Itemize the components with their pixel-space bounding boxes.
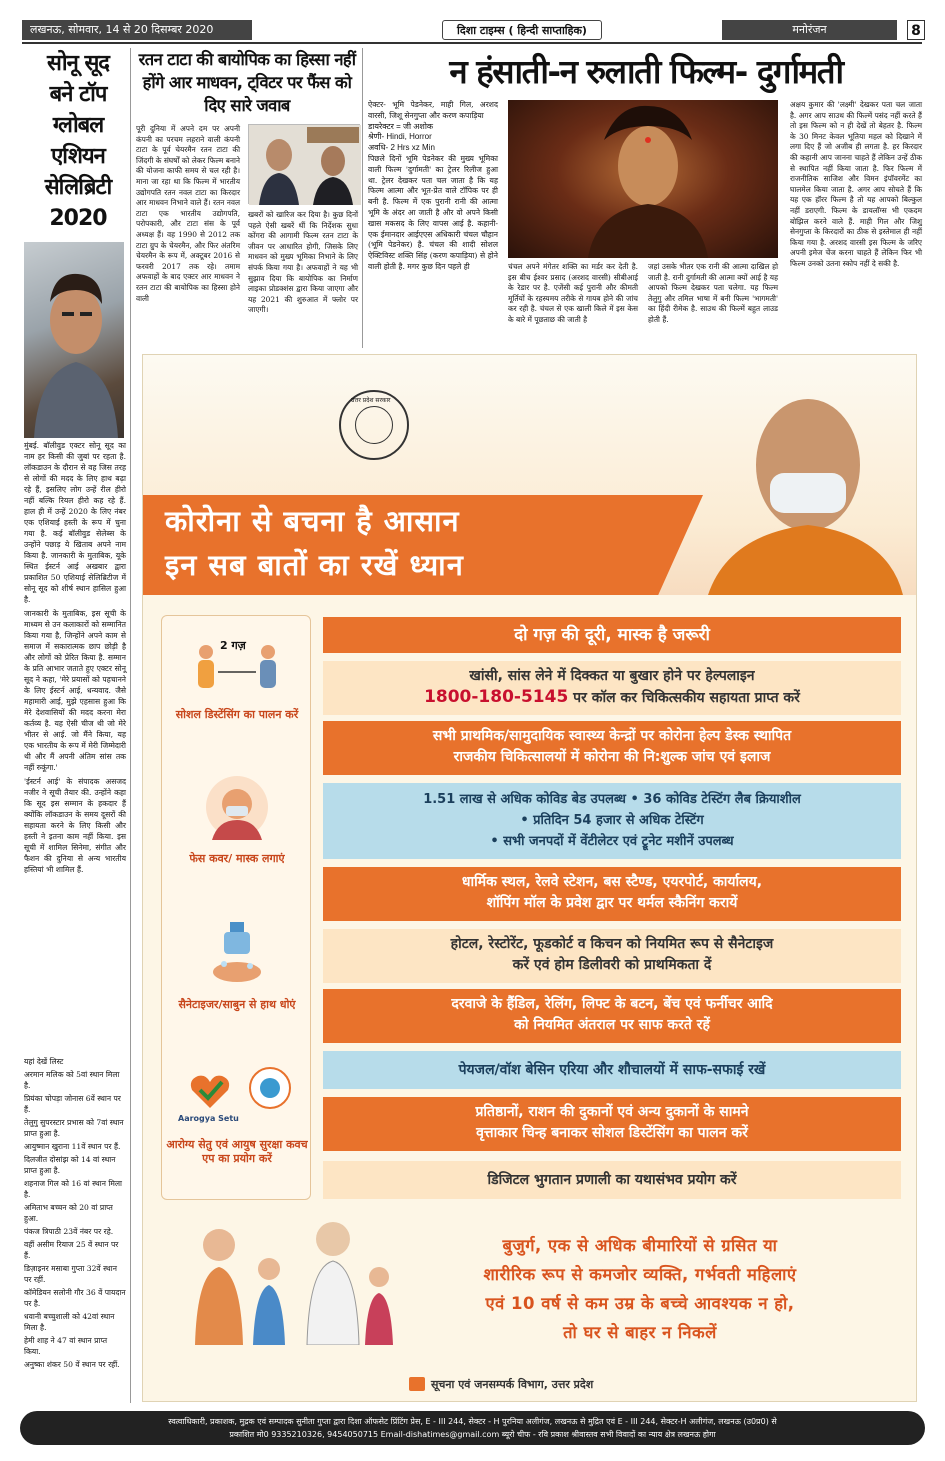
section-name: मनोरंजन	[722, 20, 897, 40]
covid-advertisement	[142, 354, 917, 1402]
list-item: अनुष्का शंकर 50 वें स्थान पर रहीं.	[24, 1360, 120, 1369]
ad-row-10	[323, 1161, 901, 1199]
ad-row-text: सभी प्राथमिक/सामुदायिक स्वास्थ्य केन्द्रों पर कोरोना हेल्प डेस्क स्थापित	[432, 728, 792, 744]
ratan-headline: रतन टाटा की बायोपिक का हिस्सा नहीं होंगे आर माधवन, ट्विटर पर फैंस को दिए सारे जवाब	[138, 50, 356, 115]
list-item: कॉमेडियन सलोनी गौर 36 वें पायदान पर है.	[24, 1288, 126, 1308]
ad-row-8	[323, 1051, 901, 1089]
ad-row-7	[323, 989, 901, 1043]
sonu-headline	[28, 48, 128, 234]
advisory-line: एवं 10 वर्ष से कम उम्र के बच्चे आवश्यक न हो,	[485, 1294, 795, 1313]
app-name: Aarogya Setu	[178, 1114, 239, 1123]
page-number: 8	[907, 20, 925, 40]
sonu-headline-line: एशियन	[51, 144, 105, 169]
ad-row-text: धार्मिक स्थल, रेलवे स्टेशन, बस स्टैण्ड, एयरपोर्ट, कार्यालय,	[461, 874, 763, 890]
ad-row-text: को नियमित अंतराल पर साफ करते रहें	[514, 1017, 710, 1033]
ad-row-text: 1.51 लाख से अधिक कोविड बेड उपलब्ध • 36 कोविड टेस्टिंग लैब क्रियाशील	[423, 792, 801, 807]
face-mask-icon	[204, 774, 270, 840]
ad-row-text: शॉपिंग मॉल के प्रवेश द्वार पर थर्मल स्कैनिंग करायें	[486, 895, 738, 911]
chief-minister-photo	[698, 375, 908, 595]
list-item: अमिताभ बच्चन को 20 वां प्राप्त हुआ.	[24, 1203, 113, 1223]
ad-row-text: दरवाजे के हैंडिल, रेलिंग, लिफ्ट के बटन, बेंच एवं फर्नीचर आदि	[451, 996, 773, 1012]
ad-row-6	[323, 929, 901, 983]
ranking-list	[24, 1056, 126, 1372]
paragraph: मुंबई. बॉलीवुड एक्टर सोनू सूद का नाम हर किसी की जुबां पर रहता है. लॉकडाउन के दौरान से वह जिस तरह से लोगों की मदद के लिए हाथ बढ़ा रहे हैं, इसलिए लोग उन्हें रील हीरो नहीं बल्कि रियल हीरो कह रहे हैं. हाल ही में उन्हें 2020 के लिए नंबर एक एशियाई हस्ती के रूप में चुना गया है. कई बॉलीवुड सेलेब्स के उन्होंने पछाड़ ये खिताब अपने नाम किया है. जानकारी के मुताबिक, यूके स्थित ईस्टर्न आई अखबार द्वारा प्रकाशित 50 एशियाई सेलिब्रिटीज में सोनू सूद को शीर्ष स्थान हासिल हुआ है.	[24, 441, 126, 604]
ad-row-text: करें एवं होम डिलीवरी को प्राथमिकता दें	[512, 957, 712, 973]
icon-label: फेस कवर/ मास्क लगाएं	[189, 852, 285, 865]
ayush-kavach-icon	[248, 1066, 292, 1110]
durgamati-headline: न हंसाती-न रुलाती फिल्म- दुर्गामती	[449, 52, 843, 91]
list-item: आयुष्मान खुराना 11वें स्थान पर हैं.	[24, 1142, 121, 1151]
list-item: पंकज त्रिपाठी 23वें नंबर पर रहे.	[24, 1227, 114, 1236]
advisory-line: शारीरिक रूप से कमजोर व्यक्ति, गर्भवती महिलाएं	[483, 1265, 797, 1284]
family-illustration	[173, 1215, 413, 1345]
durgamati-column-4: अक्षय कुमार की 'लक्ष्मी' देखकर पता चल जाता है. अगर आप साउथ की फिल्में पसंद नहीं करते हैं तो इस फिल्म को न ही देखें तो बेहतर है. फिल्म के 30 मिनट केवल भूतिया महल को दिखाने में लगा दिए हैं जो अजीब ही लगता है. हर किरदार की कहानी आप जानना चाहते हैं लेकिन उन्हें ठीक से स्थापित नहीं किया जाता है. फिर फिल्म में राजनीतिक साजिश और विमन इंपॉवरमेंट का घालमेल किया जाता है. अगर आप सोचते हैं कि यह एक हॉरर फिल्म है तो यह आपको बिल्कुल नहीं डराएगी. फिल्म के डायलॉग्स भी एकदम बोझिल करने वाले हैं. माही गिल और जिशु सेनगुप्ता के किरदारों का ठीक से इस्तेमाल ही नहीं किया गया है. अरशद वारसी इस फिल्म के जरिए अपनी इमेज चेंज करना चाहते हैं लेकिन फिर भी फिल्म उनको उतना स्कोप नहीं दे सकी है.	[790, 100, 922, 268]
ad-row-text: • सभी जनपदों में वेंटीलेटर एवं ट्रूनेट मशीनें उपलब्ध	[490, 834, 734, 849]
ad-row-text: खांसी, सांस लेने में दिक्कत या बुखार होने पर हेल्पलाइन	[469, 668, 755, 684]
up-government-emblem-icon	[339, 390, 409, 460]
imprint-bar	[20, 1411, 925, 1445]
ad-row-text: होटल, रेस्टोरेंट, फूडकोर्ट व किचन को नियमित रूप से सैनेटाइज	[450, 936, 774, 952]
list-item: धवानी बच्चुशाली को 42वां स्थान मिला है.	[24, 1312, 115, 1332]
durgamati-column-2: चंचल अपने मंगेतर शक्ति का मर्डर कर देती है. इस बीच ईश्वर प्रसाद (अरशद वारसी) सीबीआई के रेडार पर है. एजेंसी कई पुरानी और कीमती मूर्तियों के रहस्यमय तरीके से गायब होने की जांच कर रही है. चंचल से एक खाली किले में इस केस के बारे में पूछताछ की जाती है	[508, 262, 638, 324]
handwash-icon	[204, 920, 270, 986]
sonu-headline-line: सोनू सूद	[47, 51, 109, 76]
ad-title-line-1: कोरोना से बचना है आसान	[165, 504, 460, 538]
list-item: प्रियंका चोपड़ा जोनास 6वें स्थान पर हैं.	[24, 1094, 121, 1114]
list-item: डिज़ाइनर मसाबा गुप्ता 32वें स्थान पर रहीं.	[24, 1264, 117, 1284]
ad-row-2	[323, 661, 901, 715]
distance-tag: 2 गज़	[220, 639, 246, 652]
icon-label: सोशल डिस्टेंसिंग का पालन करें	[175, 708, 299, 721]
ad-row-text: • प्रतिदिन 54 हजार से अधिक टेस्टिंग	[520, 813, 704, 828]
ad-row-text: प्रतिष्ठानों, राशन की दुकानों एवं अन्य दुकानों के सामने	[475, 1104, 749, 1120]
ad-row-9	[323, 1097, 901, 1151]
sonu-headline-line: बने टॉप	[49, 82, 107, 107]
sonu-headline-line: ग्लोबल	[52, 113, 104, 138]
sonu-headline-line: सेलिब्रिटी	[44, 175, 112, 200]
paragraph: पिछले दिनों भूमि पेडनेकर की मुख्य भूमिका वाली फिल्म 'दुर्गामती' का ट्रेलर रिलीज हुआ था. ट्रेलर देखकर पता चल जाता है कि यह फिल्म आत्मा और भूत-प्रेत वाले टॉपिक पर ही बनी है. फिल्म में एक पुरानी रानी की आत्मा भूमि के अंदर आ जाती है और वो अपने किसी खास मकसद के लिए वापस आई है. कहानी- एक ईमानदार आईएएस अधिकारी चंचल चौहान (भूमि पेडनेकर) है. चंचल की शादी सोशल ऐक्टिविस्ट शक्ति सिंह (करण कपाड़िया) से होने वाली होती है. मगर कुछ दिन पहले ही	[368, 153, 498, 271]
sonu-article-body	[24, 440, 126, 878]
emblem-inner-ring	[355, 406, 393, 444]
durgamati-column-1	[368, 100, 498, 273]
ratan-madhavan-photo	[248, 124, 360, 204]
advisory-text	[405, 1231, 875, 1347]
header-rule	[22, 42, 922, 44]
sonu-sood-photo	[24, 242, 124, 438]
list-item: यहां देखें लिस्ट	[24, 1057, 64, 1066]
paragraph: जानकारी के मुताबिक, इस सूची के माध्यम से उन कलाकारों को सम्मानित किया गया है, जिन्होंने अपने काम से समाज में सकारात्मक छाप छोड़ी है और लोगों को प्रेरित किया है. सम्मान के प्रति आभार जताते हुए एक्टर सोनू सूद ने कहा, 'मेरे प्रयासों को पहचानने के लिए ईस्टर्न आई, धन्यवाद. जैसे महामारी आई, मुझे एहसास हुआ कि मेरे देशवासियों की मदद करना मेरा कर्तव्य है. यह ऐसी चीज थी जो मेरे भीतर से आई. जो मैंने किया, यह एक भारतीय के रूप में मेरी जिम्मेदारी थी और मैं अपनी अंतिम सांस तक नहीं रुकूंगा.'	[24, 609, 126, 772]
icon-label: आरोग्य सेतु एवं आयुष सुरक्षा कवच एप का प्रयोग करें	[166, 1138, 308, 1165]
column-rule	[130, 48, 131, 1403]
information-department-logo-icon	[409, 1377, 425, 1391]
paper-name: दिशा टाइम्स ( हिन्दी साप्ताहिक)	[442, 20, 602, 40]
department-name: सूचना एवं जनसम्पर्क विभाग, उत्तर प्रदेश	[431, 1378, 594, 1391]
ratan-column-2: खबरों को खारिज कर दिया है। कुछ दिनों पहले ऐसी खबरें थीं कि निर्देशक सुधा कोंगरा की आगामी फिल्म रतन टाटा के जीवन पर आधारित होगी, जिसके लिए माधवन को मुख्य भूमिका निभाने के लिए संपर्क किया गया है। अफवाहों ने यह भी सुझाव दिया कि बायोपिक का निर्माण लाइका प्रोडक्शंस द्वारा किया जाएगा और यह 2021 की शुरुआत में फ्लोर पर जाएगी।	[248, 210, 358, 315]
aarogya-setu-icon	[188, 1072, 232, 1112]
ad-row-text: डिजिटल भुगतान प्रणाली का यथासंभव प्रयोग करें	[487, 1172, 737, 1188]
ad-row-4	[323, 783, 901, 859]
ad-row-text: दो गज़ की दूरी, मास्क है जरूरी	[514, 625, 710, 645]
ad-row-text: पर कॉल कर चिकित्सकीय सहायता प्राप्त करें	[573, 690, 800, 706]
issue-date: लखनऊ, सोमवार, 14 से 20 दिसम्बर 2020	[22, 20, 252, 40]
genre-credit: श्रेणी- Hindi, Horror	[368, 132, 432, 142]
ad-title-line-2: इन सब बातों का रखें ध्यान	[165, 548, 464, 582]
list-item: शहनाज गिल को 16 वां स्थान मिला है.	[24, 1179, 122, 1199]
durgamati-column-3: जहां उसके भीतर एक रानी की आत्मा दाखिल हो जाती है. रानी दुर्गामती की आत्मा क्यों आई है यह आपको फिल्म देखकर पता चलेगा. यह फिल्म तेलुगु और तमिल भाषा में बनी फिल्म 'भागमती' का हिंदी रीमेक है. साउथ की फिल्में बहुत लाउड होती हैं.	[648, 262, 778, 324]
column-rule	[362, 48, 363, 348]
ad-row-5	[323, 867, 901, 921]
ad-icon-panel	[161, 615, 311, 1200]
advisory-line: तो घर से बाहर न निकलें	[563, 1323, 717, 1342]
ad-row-3	[323, 721, 901, 775]
cast-credit: ऐक्टर- भूमि पेडनेकर, माही गिल, अरशद वारसी, जिशू सेनगुप्ता और करण कपाड़िया	[368, 100, 498, 120]
director-credit: डायरेक्टर = जी अशोक	[368, 121, 434, 131]
imprint-line: प्रकाशित मो0 9335210326, 9454050715 Email-dishatimes@gmail.com ब्यूरो चीफ - रवि प्रकाश श्रीवास्तव सभी विवादों का न्याय क्षेत्र लखनऊ होगा	[229, 1430, 716, 1439]
list-item: वहीं असीम रियाज 25 वें स्थान पर हैं.	[24, 1240, 119, 1260]
list-item: हेमी शाह ने 47 वां स्थान प्राप्त किया.	[24, 1336, 108, 1356]
list-item: अरमान मलिक को 5वां स्थान मिला है.	[24, 1070, 120, 1090]
ad-row-1	[323, 617, 901, 653]
helpline-number: 1800-180-5145	[424, 687, 569, 707]
ad-row-text: वृत्ताकार चिन्ह बनाकर सोशल डिस्टेंसिंग का पालन करें	[476, 1125, 748, 1141]
imprint-line: स्वत्वाधिकारी, प्रकाशक, मुद्रक एवं सम्पादक सुनीता गुप्ता द्वारा दिशा ऑफसेट प्रिंटिंग प्रेस, E - III 244, सेक्टर - H पुरनिया अलीगंज, लखनऊ से मुद्रित एवं E - III 244, सेक्टर-H अलीगंज, लखनऊ (उ0प्र0) से	[168, 1417, 777, 1426]
emblem-text: उत्तर प्रदेश सरकार	[351, 397, 391, 404]
sonu-headline-line: 2020	[49, 206, 107, 231]
ad-row-text: पेयजल/वॉश बेसिन एरिया और शौचालयों में साफ-सफाई रखें	[458, 1062, 766, 1078]
ad-row-text: राजकीय चिकित्सालयों में कोरोना की नि:शुल्क जांच एवं इलाज	[453, 749, 771, 765]
durgamati-still	[508, 100, 778, 258]
duration-credit: अवधि- 2 Hrs xz Min	[368, 143, 435, 153]
advisory-line: बुजुर्ग, एक से अधिक बीमारियों से ग्रसित या	[502, 1236, 778, 1255]
ratan-column-1: पूरी दुनिया में अपने दम पर अपनी कंपनी का परचम लहराने वाली कंपनी टाटा के पूर्व चेयरमैन रतन टाटा की जिंदगी के संघर्षों को लेकर फिल्म बनाने की योजना काफी समय से चल रही है। माना जा रहा था कि फिल्म में भारतीय उद्योगपति रतन नवल टाटा का किरदार आर माधवन निभाने वाले हैं। रतन नवल टाटा एक भारतीय उद्योगपति, परोपकारी, और टाटा संस के पूर्व अध्यक्ष हैं। वह 1990 से 2012 तक टाटा ग्रुप के चेयरमैन, और फिर अंतरिम चेयरमैन के रूप में, अक्टूबर 2016 से फरवरी 2017 तक रहे। तमाम अफवाहों के बाद एक्टर आर माधवन ने रतन टाटा की बायोपिक का हिस्सा होने वाली	[136, 124, 240, 303]
list-item: तेलुगु सुपरस्टार प्रभास को 7वां स्थान प्राप्त हुआ है.	[24, 1118, 124, 1138]
masthead-bar	[22, 20, 922, 40]
paragraph: 'ईस्टर्न आई' के संपादक असजद नजीर ने सूची तैयार की. उन्होंने कहा कि सूद इस सम्मान के हकदार हैं क्योंकि लॉकडाउन के समय दूसरों की सहायता करने के लिए किसी और हस्ती ने इतना काम नहीं किया. इस सूची में शामिल सिनेमा, संगीत और फैशन की दुनिया से अन्य भारतीय हस्तियां भी शामिल हैं.	[24, 777, 126, 874]
icon-label: सैनेटाइजर/साबुन से हाथ धोएं	[178, 998, 296, 1011]
list-item: दिलजीत दोसांझ को 14 वां स्थान प्राप्त हुआ है.	[24, 1155, 116, 1175]
